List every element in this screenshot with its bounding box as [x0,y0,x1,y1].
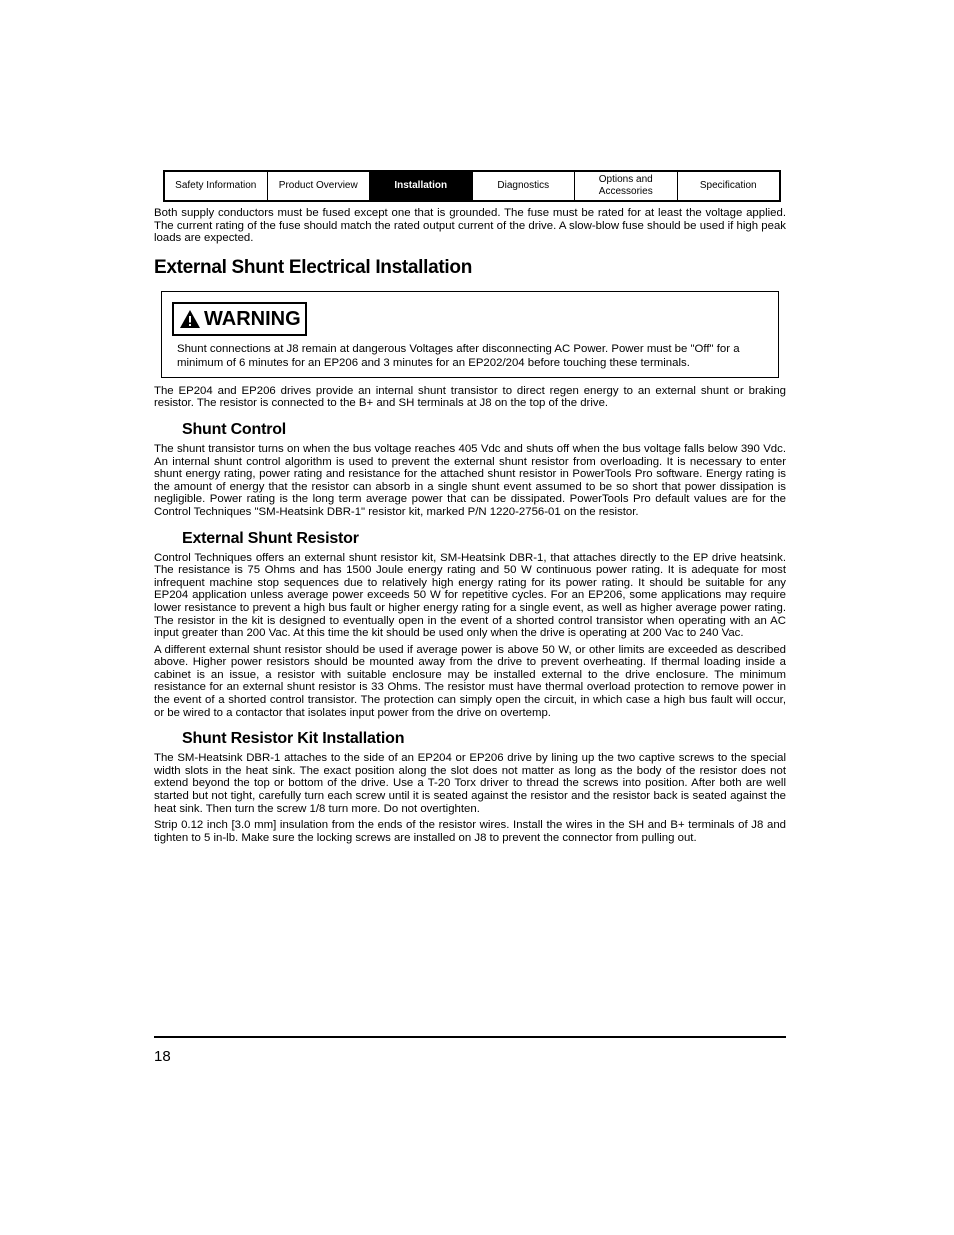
warning-label [172,302,307,336]
warning-text: Shunt connections at J8 remain at dangerous Voltages after disconnecting AC Power. Power must be "Off" for a minimum of 6 minutes for an EP206 and 3 minutes for an EP202/204 before touching these terminals. [177,342,740,369]
external-shunt-resistor-paragraph-1: Control Techniques offers an external shunt resistor kit, SM-Heatsink DBR-1, that attaches directly to the EP drive heatsink. The resistance is 75 Ohms and has 1500 Joule energy rating and 50 W continuous power rating. It is adequate for most infrequent machine stop sequences due to relatively high energy rating for its power rating. It should be suitable for any EP204 application unless average power exceeds 50 W for repetitive cycles. For an EP206, some applications may require lower resistance to prevent a high bus fault or higher energy rating for a single event, as well as higher average power rating. The resistor in the kit is designed to eventually open in the event of a shorted control transistor when operating with an AC input greater than 200 Vac. At this time the kit should be used only when the drive is operating at 200 Vac to 240 Vac. [154,551,786,640]
page-number: 18 [154,1048,171,1065]
tab-diagnostics[interactable]: Diagnostics [473,172,576,200]
warning-box [161,291,779,378]
external-shunt-resistor-heading: External Shunt Resistor [182,529,359,547]
tab-safety-information[interactable]: Safety Information [165,172,268,200]
section-title: External Shunt Electrical Installation [154,256,473,278]
kit-installation-paragraph-1: The SM-Heatsink DBR-1 attaches to the side of an EP204 or EP206 drive by lining up the two captive screws to the special width slots in the heat sink. The exact position along the slot does not matter as long as the body of the resistor does not extend beyond the top or bottom of the drive. Use a T-20 Torx driver to thread the screws into position. After both are well started but not tight, carefully turn each screw until it is seated against the resistor and the resistor back is seated against the heat sink. Then turn the screw 1/8 turn more. Do not overtighten. [154,752,786,815]
kit-installation-heading: Shunt Resistor Kit Installation [182,730,405,748]
tab-specification[interactable]: Specification [699,180,757,191]
footer-rule [154,1036,786,1038]
shunt-control-paragraph: The shunt transistor turns on when the bus voltage reaches 405 Vdc and shuts off when the bus voltage falls below 390 Vdc. An internal shunt control algorithm is used to prevent the external shunt resistor from overloading. It is necessary to enter shunt energy rating, power rating and resistance for the attached shunt resistor in PowerTools Pro software. Energy rating is the amount of energy that the resistor can absorb in a single shunt event assumed to be so short that power dissipation is negligible. Power rating is the long term average power that can be dissipated. PowerTools Pro default values are for the Control Techniques "SM-Heatsink DBR-1" resistor kit, marked P/N 1220-2756-01 on the resistor. [154,442,786,518]
intro-paragraph: Both supply conductors must be fused except one that is grounded. The fuse must be rated for at least the voltage applied. The current rating of the fuse should match the rated output current of the drive. A slow-blow fuse should be used if high peak loads are expected. [154,207,786,245]
external-shunt-resistor-paragraph-2: A different external shunt resistor should be used if average power is above 50 W, or other limits are exceeded as described above. Higher power resistors should be mounted away from the drive to prevent overheating. If thermal loading inside a cabinet is an issue, a resistor with suitable enclosure may be installed external to the drive enclosure. The minimum resistance for an external shunt resistor is 33 Ohms. The resistor must have thermal overload protection to remove power in the event of a shorted control transistor. The protection can simply open the circuit, in which case a high bus fault will occur, or be wired to a contactor that isolates input power from the drive on overtemp. [154,643,786,719]
tab-installation[interactable]: Installation [370,172,473,200]
tab-options-and-accessories[interactable]: Options and Accessories [575,172,678,200]
tab-product-overview[interactable]: Product Overview [268,172,371,200]
warning-triangle-icon [179,309,201,329]
warning-label-text: WARNING [204,307,301,330]
page-content [154,207,786,848]
shunt-intro-paragraph: The EP204 and EP206 drives provide an internal shunt transistor to direct regen energy to an external shunt or braking resistor. The resistor is connected to the B+ and SH terminals at J8 on the top of the drive. [154,384,786,410]
kit-installation-paragraph-2: Strip 0.12 inch [3.0 mm] insulation from the ends of the resistor wires. Install the wires in the SH and B+ terminals of J8 and tighten to 5 in-lb. Make sure the locking screws are installed on J8 to prevent the connector from pulling out. [154,819,786,844]
section-nav [163,170,781,202]
shunt-control-heading: Shunt Control [182,420,287,438]
